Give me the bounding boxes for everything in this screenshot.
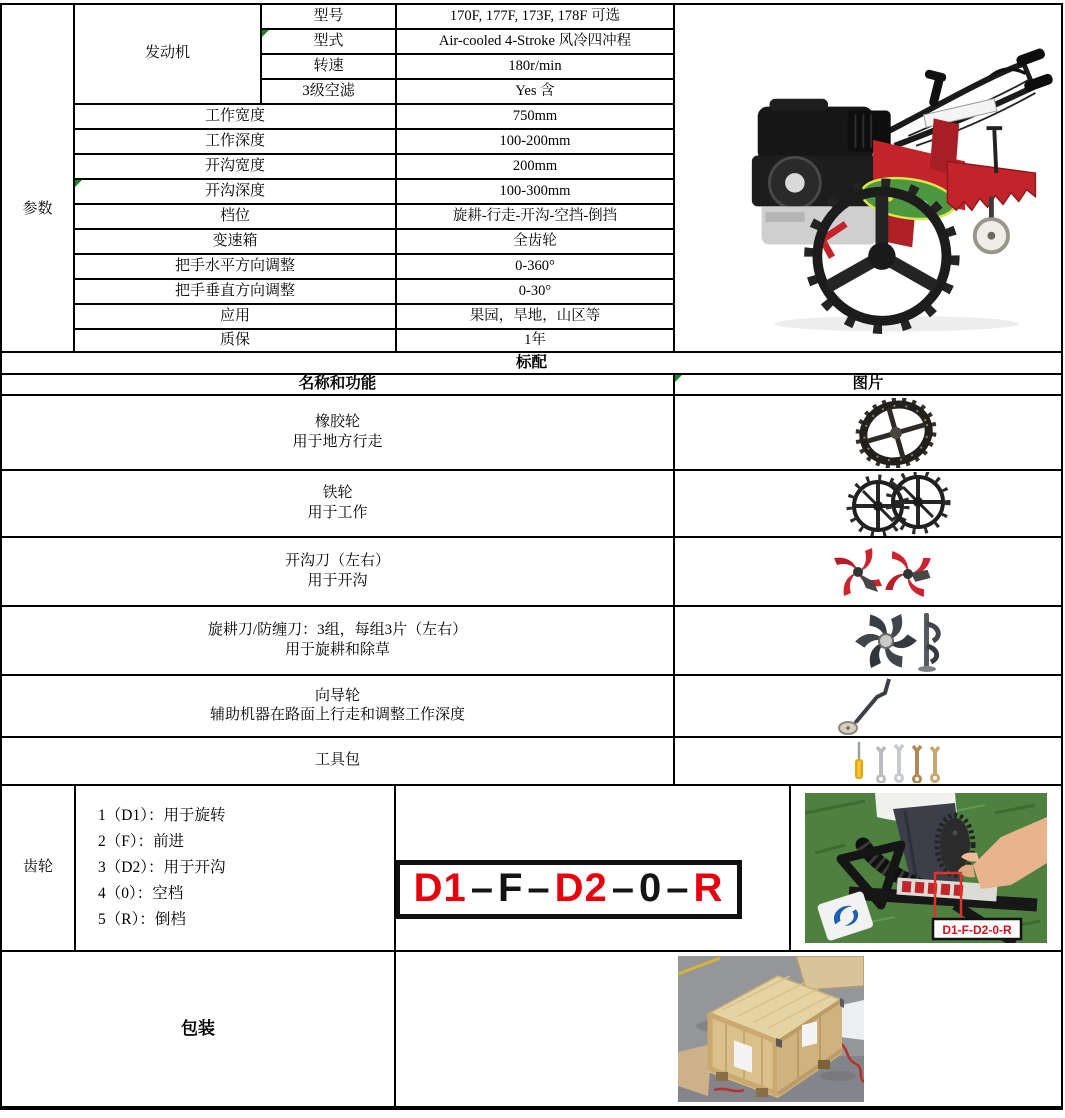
tool-kit-photo — [844, 739, 956, 783]
ditching-blades-photo — [820, 540, 948, 604]
component-title: 向导轮 — [314, 687, 360, 704]
component-title: 铁轮 — [322, 485, 353, 501]
param-row-value: 0-30° — [397, 280, 675, 305]
comment-marker-icon — [75, 180, 82, 187]
product-photo-cell — [675, 5, 1061, 353]
rubber-wheel-photo — [848, 398, 944, 468]
gear-photo-cell — [791, 786, 1061, 952]
gear-position-item: 3（D2）：用于开沟 — [98, 858, 226, 876]
gear-positions-list — [76, 806, 394, 931]
gear-position-item: 4（0）：空档 — [98, 885, 184, 903]
component-desc: 辅助机器在路面上行走和调整工作深度 — [209, 707, 465, 723]
gear-pattern-cell — [396, 786, 791, 952]
param-row-name: 把手垂直方向调整 — [75, 280, 397, 305]
comment-marker-icon — [262, 30, 269, 37]
gear-position-item: 2（F）：前进 — [98, 832, 185, 850]
params-section-label-text: 参数 — [22, 201, 53, 217]
component-name-cell — [2, 538, 675, 607]
tiller-machine-photo — [701, 15, 1053, 341]
param-row-name: 工作深度 — [75, 130, 397, 155]
component-name-cell — [2, 676, 675, 738]
param-row-value: 果园，旱地，山区等 — [397, 305, 675, 330]
params-section-label — [2, 5, 75, 353]
param-row-name: 开沟深度 — [75, 180, 397, 205]
component-desc: 用于开沟 — [307, 572, 368, 589]
param-row-name: 档位 — [75, 205, 397, 230]
component-photo-cell — [675, 538, 1061, 607]
component-photo-cell — [675, 607, 1061, 676]
component-photo-cell — [675, 738, 1061, 786]
engine-row-name: 型号 — [262, 5, 397, 30]
component-desc: 用于旋耕和除草 — [284, 641, 390, 658]
gear-position-item: 5（R）：倒档 — [98, 911, 186, 929]
gear-shifter-photo — [805, 793, 1047, 943]
param-row-name: 变速箱 — [75, 230, 397, 255]
engine-row-value: Yes 含 — [397, 80, 675, 105]
engine-row-value: Air-cooled 4-Stroke 风冷四冲程 — [397, 30, 675, 55]
gears-section-label: 齿轮 — [2, 786, 76, 952]
column-header-picture: 图片 — [675, 375, 1061, 396]
param-row-value: 100-300mm — [397, 180, 675, 205]
packing-section-label: 包装 — [2, 952, 396, 1106]
component-name-cell — [2, 396, 675, 471]
component-photo-cell — [675, 676, 1061, 738]
param-row-name: 质保 — [75, 330, 397, 353]
standard-config-title: 标配 — [515, 353, 547, 371]
engine-row-name: 转速 — [262, 55, 397, 80]
param-row-value: 200mm — [397, 155, 675, 180]
component-title: 开沟刀（左右） — [284, 553, 390, 569]
component-photo-cell — [675, 471, 1061, 538]
component-desc: 用于工作 — [307, 504, 368, 521]
engine-row-name: 型式 — [262, 30, 397, 55]
component-name-cell — [2, 607, 675, 676]
param-row-value: 旋耕-行走-开沟-空挡-倒挡 — [397, 205, 675, 230]
gear-position-item: 1（D1）：用于旋转 — [98, 806, 226, 824]
spec-table — [0, 3, 1063, 1110]
comment-marker-icon — [675, 375, 682, 382]
component-title: 工具包 — [314, 752, 360, 769]
component-name-cell — [2, 738, 675, 786]
rotary-blades-photo — [846, 608, 958, 674]
param-row-name: 应用 — [75, 305, 397, 330]
packing-photo-cell — [396, 952, 1061, 1106]
param-row-name: 工作宽度 — [75, 105, 397, 130]
engine-label-text: 发动机 — [144, 45, 190, 62]
param-row-value: 全齿轮 — [397, 230, 675, 255]
param-row-value: 750mm — [397, 105, 675, 130]
gear-positions-cell — [76, 786, 396, 952]
param-row-name: 把手水平方向调整 — [75, 255, 397, 280]
param-row-name: 开沟宽度 — [75, 155, 397, 180]
component-title: 橡胶轮 — [314, 414, 360, 430]
param-row-value: 1年 — [397, 330, 675, 353]
guide-wheel-photo — [825, 677, 911, 735]
engine-row-value: 180r/min — [397, 55, 675, 80]
param-row-value: 0-360° — [397, 255, 675, 280]
standard-config-banner — [2, 353, 1061, 375]
shifter-photo-label: D1-F-D2-0-R — [942, 923, 1012, 937]
engine-row-name: 3级空滤 — [262, 80, 397, 105]
component-name-cell — [2, 471, 675, 538]
column-header-name: 名称和功能 — [2, 375, 675, 396]
component-photo-cell — [675, 396, 1061, 471]
engine-label-cell — [75, 5, 262, 105]
param-row-value: 100-200mm — [397, 130, 675, 155]
component-title: 旋耕刀/防缠刀：3组，每组3片（左右） — [207, 622, 468, 638]
gear-pattern-diagram: D1 – F – D2 – 0 – R — [396, 860, 742, 919]
component-desc: 用于地方行走 — [292, 433, 383, 450]
engine-row-value: 170F, 177F, 173F, 178F 可选 — [397, 5, 675, 30]
wooden-crate-photo — [678, 956, 864, 1102]
iron-wheel-photo — [836, 472, 954, 536]
